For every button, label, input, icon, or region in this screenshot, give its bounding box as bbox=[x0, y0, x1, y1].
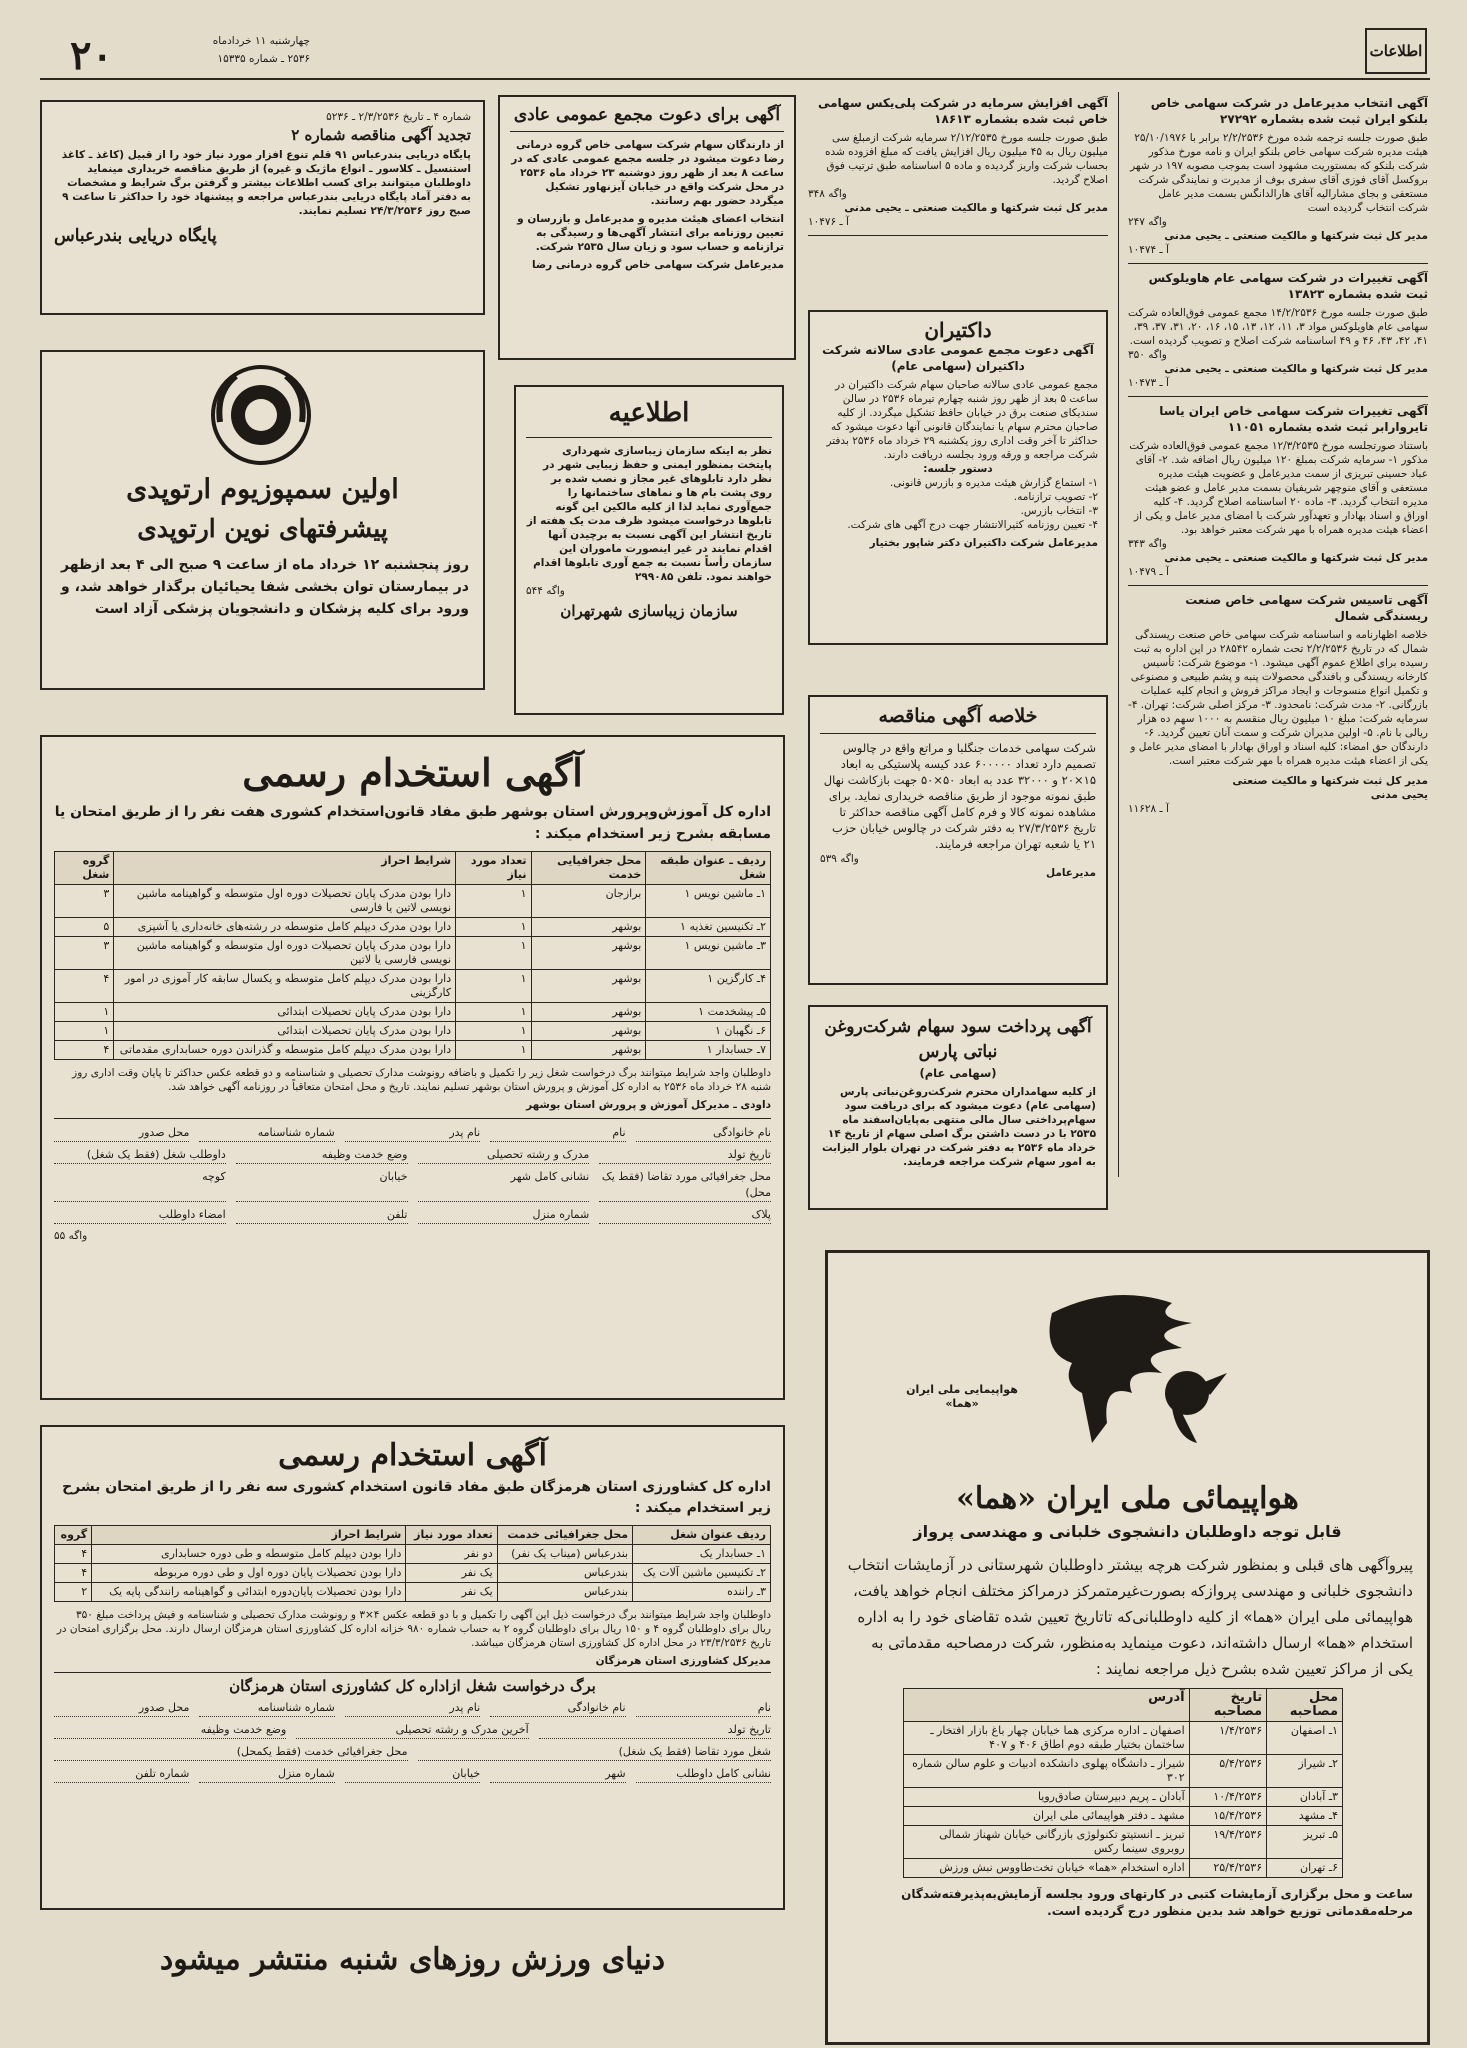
table-cell: ۱ـ حسابدار یک bbox=[633, 1545, 771, 1564]
ad-body: طبق صورت جلسه ترجمه شده مورخ ۲/۲/۲۵۳۶ برابر با ۲۵/۱۰/۱۹۷۶ هیئت مدیره شرکت سهامی خاص بلنکو ایران و نامه مورخ مذکور شرکت بلنکو که بمستوریت مشهود است بموجب مصوبه ۱۹۷ در شهر بروکسل آقای فوزی آقای سفری بوف از مدیرت و نمایندگی شرکت مستعفی و بجای مشارالیه آقای هارالدانگس بسمت مدیر عامل شرکت انتخاب گردیده است bbox=[1130, 132, 1428, 214]
table-cell: ۱/۴/۲۵۳۶ bbox=[1189, 1722, 1266, 1755]
table-cell: ۵ـ پیشخدمت ۱ bbox=[646, 1003, 771, 1022]
ad-signer: یحیی مدنی bbox=[1370, 789, 1428, 801]
homa-logo-area bbox=[842, 1263, 1413, 1478]
table-cell: یک نفر bbox=[406, 1583, 497, 1602]
ad-yasa bbox=[1128, 397, 1428, 586]
form-field-label: آخرین مدرک و رشته تحصیلی bbox=[395, 1723, 529, 1736]
ad-code: واگه ۳۵۰ bbox=[1128, 349, 1167, 361]
form-field-label: نام bbox=[757, 1701, 771, 1714]
ad-code: واگه ۳۴۳ bbox=[1128, 538, 1167, 550]
ad-blanco bbox=[1128, 95, 1428, 264]
table-cell: ۱ـ ماشین نویس ۱ bbox=[646, 885, 771, 918]
ad-title: آگهی پرداخت سود سهام شرکت‌روغن نباتی پارس bbox=[824, 1017, 1092, 1062]
form-field-label: تلفن bbox=[386, 1208, 408, 1221]
table-cell: ۲ bbox=[55, 1583, 92, 1602]
table-row bbox=[55, 937, 771, 970]
table-cell: یک نفر bbox=[406, 1564, 497, 1583]
table-cell: ۱ bbox=[55, 1003, 114, 1022]
form-field[interactable] bbox=[236, 1207, 408, 1224]
form-field[interactable] bbox=[296, 1722, 528, 1739]
form-field-label: نام خانوادگی bbox=[567, 1701, 626, 1714]
ad-body: باستناد صورتجلسه مورخ ۱۲/۳/۲۵۳۵ مجمع عمومی فوق‌العاده شرکت مذکور ۱- سرمایه شرکت بمبلغ ۱۲۰ میلیون ریال اضافه شد. ۲- آقای عباد حسینی تبریزی از سمت مدیرعامل و عضویت هیئت مدیره مستعفی و آقای منوچهر شریفیان بسمت مدیر عامل و عضو هیئت مدیره انتخاب گردید. ۳- ماده ۲۰ اساسنامه اصلاح گردید. ۴- کلیه اوراق و اسناد بهادار و تعهدآور شرکت با امضای مدیر عامل و یکی از اعضاء هیئت مدیره همراه با مهر شرکت معتبر خواهد بود. bbox=[1129, 440, 1428, 536]
table-cell: اداره استخدام «هما» خیابان تخت‌طاووس نبش ورزش bbox=[904, 1859, 1190, 1878]
ad-footer: سازمان زیباسازی شهرتهران bbox=[560, 602, 738, 620]
form-field-label: خیابان bbox=[379, 1170, 408, 1183]
ad-title: آگهی افزایش سرمایه در شرکت پلی‌یکس سهامی خاص ثبت شده بشماره ۱۸۶۱۳ bbox=[817, 96, 1108, 126]
table-cell: دارا بودن مدرک پایان تحصیلات ابتدائی bbox=[114, 1003, 456, 1022]
ad-code: واگه ۲۴۷ bbox=[1128, 216, 1167, 228]
table-row bbox=[904, 1722, 1343, 1755]
newspaper-logo bbox=[1365, 28, 1427, 74]
ad-title: آگهی استخدام رسمی bbox=[278, 1438, 547, 1473]
ad-title: اطلاعیه bbox=[608, 398, 690, 428]
table-row bbox=[55, 1583, 771, 1602]
column-header: گروه شغل bbox=[55, 852, 114, 885]
form-title: برگ درخواست شغل ازاداره کل کشاورزی استان هرمزگان bbox=[54, 1672, 771, 1695]
form-field-label: نام پدر bbox=[449, 1126, 481, 1139]
form-field-label: محل جغرافیائی مورد تقاضا (فقط یک محل) bbox=[601, 1170, 771, 1199]
page-header bbox=[40, 28, 1430, 80]
ad-brand: داکتیران bbox=[924, 318, 992, 342]
column-header: تعداد مورد نیاز bbox=[456, 852, 531, 885]
ad-body: شرکت سهامی خدمات جنگلبا و مراتع واقع در چالوس تصمیم دارد تعداد ۶۰۰۰۰۰ عدد کیسه پلاستیکی به ابعاد ۱۵×۲۰ و ۳۲۰۰۰ عدد به ابعاد ۵۰×۵۰ جهت بازکاشت نهال طبق نمونه موجود از طریق مناقصه خریداری نماید. برای مشاهده نمونه کالا و فرم کامل آگهی مناقصه حداکثر تا تاریخ ۲۷/۳/۲۵۳۶ به دفتر شرکت در چالوس خیابان حزب ۲۱ یا شعبه تهران مراجعه فرمایند. bbox=[823, 741, 1096, 851]
ad-ref: آ ـ ۱۰۴۷۹ bbox=[1128, 566, 1169, 578]
application-form bbox=[54, 1125, 771, 1224]
table-cell: ۱ـ اصفهان bbox=[1267, 1722, 1343, 1755]
ad-body: طبق صورت جلسه مورخ ۲/۱۲/۲۵۳۵ سرمایه شرکت ازمبلغ سی میلیون ریال به ۴۵ میلیون ریال افزایش یافت که مبلغ افزوده شده بحساب شرکت واریز گردیده و ماده ۵ اساسنامه طبق ترتیب فوق اصلاح گردید. bbox=[824, 132, 1108, 186]
form-field[interactable] bbox=[199, 1700, 334, 1717]
table-cell: ۴ bbox=[55, 970, 114, 1003]
form-field[interactable] bbox=[199, 1766, 334, 1783]
column-header: شرایط احراز bbox=[114, 852, 456, 885]
homa-title: هواپیمائی ملی ایران «هما» bbox=[956, 1481, 1299, 1516]
form-field[interactable] bbox=[490, 1766, 625, 1783]
ad-ref: آ ـ ۱۱۶۲۸ bbox=[1128, 803, 1169, 815]
table-cell: ۱ bbox=[456, 1003, 531, 1022]
medical-emblem-icon bbox=[206, 362, 316, 468]
table-row bbox=[904, 1788, 1343, 1807]
table-cell: بندرعباس bbox=[497, 1583, 632, 1602]
table-cell: تبریز ـ انستیتو تکنولوژی بازرگانی خیابان شهناز شمالی روبروی سینما رکس bbox=[904, 1826, 1190, 1859]
table-cell: ۱ bbox=[456, 1022, 531, 1041]
ad-signer: داودی ـ مدیرکل آموزش و پرورش استان بوشهر bbox=[526, 1099, 771, 1111]
table-cell: بوشهر bbox=[531, 937, 646, 970]
table-row bbox=[55, 1022, 771, 1041]
form-field-label: نشانی کامل شهر bbox=[510, 1170, 590, 1183]
ad-subtitle: (سهامی عام) bbox=[919, 1066, 997, 1080]
ad-title: آگهی تاسیس شرکت سهامی خاص صنعت ریسندگی شمال bbox=[1185, 593, 1428, 623]
form-field[interactable] bbox=[418, 1207, 590, 1224]
table-cell: ۷ـ حسابدار ۱ bbox=[646, 1041, 771, 1060]
table-header-row bbox=[904, 1689, 1343, 1722]
ad-ref: آ ـ ۱۰۴۷۴ bbox=[1128, 244, 1169, 256]
ad-signer: مدیرکل کشاورزی استان هرمزگان bbox=[595, 1655, 771, 1667]
ad-body: طبق صورت جلسه مورخ ۱۴/۲/۲۵۳۶ مجمع عمومی فوق‌العاده شرکت سهامی عام هاویلوکس مواد ۳، ۱۱، ۱۲، ۱۳، ۱۵، ۱۶، ۲۰، ۳۱، ۳۷، ۳۹، ۴۱، ۴۲، ۴۳، ۴۶ و ۴۹ اساسنامه شرکت اصلاح و تصویب گردیده است. bbox=[1128, 307, 1428, 347]
form-field-label: شماره منزل bbox=[532, 1208, 590, 1221]
form-field[interactable] bbox=[599, 1207, 771, 1224]
table-cell: ۳ـ راننده bbox=[633, 1583, 771, 1602]
column-header: گروه bbox=[55, 1526, 92, 1545]
form-field-label: شغل مورد تقاضا (فقط یک شغل) bbox=[618, 1745, 771, 1758]
form-field[interactable] bbox=[199, 1125, 334, 1142]
form-field[interactable] bbox=[54, 1744, 408, 1761]
table-cell: ۱ bbox=[456, 970, 531, 1003]
table-cell: آبادان ـ پریم دبیرستان صادق‌رویا bbox=[904, 1788, 1190, 1807]
ad-beautification bbox=[514, 385, 784, 715]
table-cell: ۴ـ کارگزین ۱ bbox=[646, 970, 771, 1003]
column-header: ردیف عنوان شغل bbox=[633, 1526, 771, 1545]
ad-notes: داوطلبان واجد شرایط میتوانند برگ درخواست شغل زیر را تکمیل و باضافه رونوشت مدارک تحصیلی و شناسنامه و دو قطعه عکس حداکثر تا پایان وقت اداری روز شنبه ۲۸ خرداد ماه ۲۵۳۶ به اداره کل آموزش و پرورش استان بوشهر تسلیم نمایند. تاریخ و محل امتحان متعاقباً در روزنامه آگهی خواهد شد. bbox=[72, 1067, 771, 1093]
agenda-item: ۳- انتخاب بازرس. bbox=[1020, 505, 1098, 517]
ad-intro: اداره کل آموزش‌وپرورش استان بوشهر طبق مفاد قانون‌استخدام کشوری هفت نفر را از طریق امتحان یا مسابقه بشرح زیر استخدام میکند : bbox=[54, 804, 771, 842]
table-cell: ۴ bbox=[55, 1545, 92, 1564]
table-cell: دارا بودن مدرک پایان تحصیلات دوره اول متوسطه و گواهینامه ماشین نویسی لاتین یا فارسی bbox=[114, 885, 456, 918]
ad-homa bbox=[825, 1250, 1430, 2045]
issue-line: ۲۵۳۶ ـ شماره ۱۵۳۳۵ bbox=[217, 53, 310, 65]
symposium-logo bbox=[56, 360, 469, 470]
page-number: ۲۰ bbox=[70, 32, 113, 79]
form-field-label: محل جغرافیائی خدمت (فقط یکمحل) bbox=[236, 1745, 408, 1758]
form-field[interactable] bbox=[490, 1700, 625, 1717]
table-header-row bbox=[55, 1526, 771, 1545]
form-line bbox=[54, 1700, 771, 1717]
form-field[interactable] bbox=[418, 1169, 590, 1202]
ad-title: خلاصه آگهی مناقصه bbox=[878, 705, 1038, 727]
table-cell: ۵/۴/۲۵۳۶ bbox=[1189, 1755, 1266, 1788]
ad-code: واگه ۵۵ bbox=[54, 1230, 88, 1242]
form-field-label: پلاک bbox=[751, 1208, 771, 1221]
table-cell: ۶ـ تهران bbox=[1267, 1859, 1343, 1878]
ad-polyex bbox=[808, 95, 1108, 236]
form-field-label: شماره تلفن bbox=[135, 1767, 190, 1780]
form-field[interactable] bbox=[54, 1766, 189, 1783]
agenda-item: ۴- تعیین روزنامه کثیرالانتشار جهت درج آگهی های شرکت. bbox=[847, 519, 1098, 531]
form-field[interactable] bbox=[54, 1700, 189, 1717]
form-field[interactable] bbox=[490, 1125, 625, 1142]
symposium-title: اولین سمپوزیوم ارتوپدی bbox=[126, 474, 399, 505]
positions-table bbox=[54, 851, 771, 1060]
ad-code: واگه ۵۴۴ bbox=[526, 585, 565, 597]
table-cell: ۱۰/۴/۲۵۳۶ bbox=[1189, 1788, 1266, 1807]
table-cell: بندرعباس (میناب یک نفر) bbox=[497, 1545, 632, 1564]
homa-logo-text: هواپیمایی ملی ایران «هما» bbox=[906, 1383, 1018, 1410]
table-cell: دارا بودن مدرک دیپلم کامل متوسطه و یکسال سابقه کار آموزی در امور کارگزینی bbox=[114, 970, 456, 1003]
table-cell: بوشهر bbox=[531, 970, 646, 1003]
ad-ref: آ ـ ۱۰۴۷۳ bbox=[1128, 377, 1169, 389]
ad-agenda: انتخاب اعضای هیئت مدیره و مدیرعامل و بازرسان و تعیین روزنامه برای انتشار آگهی‌ها و رسیدگی به ترازنامه و حساب سود و زیان سال ۲۵۳۵ شرکت. bbox=[517, 213, 784, 253]
tender-number: شماره ۴ ـ تاریخ ۲/۳/۲۵۳۶ ـ ۵۲۳۶ bbox=[326, 111, 471, 123]
ad-footer: مدیر کل ثبت شرکتها و مالکیت صنعتی bbox=[1232, 775, 1428, 787]
form-field[interactable] bbox=[418, 1744, 772, 1761]
form-field-label: نام bbox=[612, 1126, 626, 1139]
ad-title: آگهی تغییرات در شرکت سهامی عام هاویلوکس ثبت شده بشماره ۱۳۸۲۳ bbox=[1148, 271, 1428, 301]
column-header: آدرس bbox=[904, 1689, 1190, 1722]
ad-havilux bbox=[1128, 264, 1428, 397]
column-header: شرایط احراز bbox=[92, 1526, 406, 1545]
symposium-body: روز پنجشنبه ۱۲ خرداد ماه از ساعت ۹ صبح الی ۴ بعد ازظهر در بیمارستان توان بخشی شفا یحیائیان برگذار خواهد شد، و ورود برای کلیه پزشکان و دانشجویان پزشکی آزاد است bbox=[61, 557, 469, 617]
form-line bbox=[54, 1147, 771, 1164]
ad-pars-oil bbox=[808, 1005, 1108, 1210]
table-row bbox=[55, 1564, 771, 1583]
right-column bbox=[1128, 95, 1428, 1170]
ad-body: نظر به اینکه سازمان زیباسازی شهرداری پایتخت بمنظور ایمنی و حفظ زیبایی شهر در نظر دارد تابلوهای غیر مجاز و نصب شده بر روی پشت بام ها و نماهای ساختمانها را جمع‌آوری نماید لذا از کلیه مالکین این گونه تابلوها درخواست میشود ظرف مدت یک هفته از تاریخ انتشار این آگهی نسبت به برچیدن آنها اقدام نمایند در غیر اینصورت ماموران این سازمان رأساً نسبت به جمع آوری تابلوها اقدام خواهند نمود. تلفن ۲۹۹۰۸۵ bbox=[526, 445, 772, 583]
table-cell: برازجان bbox=[531, 885, 646, 918]
ad-footer: مدیرعامل شرکت داکتیران دکتر شاپور بختیار bbox=[869, 537, 1098, 549]
form-field[interactable] bbox=[236, 1169, 408, 1202]
agenda-title: دستور جلسه: bbox=[923, 463, 993, 475]
table-cell: ۲ـ شیراز bbox=[1267, 1755, 1343, 1788]
table-cell: ۵ bbox=[55, 918, 114, 937]
ad-footer: مدیر کل ثبت شرکتها و مالکیت صنعتی ـ یحیی مدنی bbox=[1164, 363, 1428, 375]
ad-tender-summary bbox=[808, 695, 1108, 985]
table-cell: بندرعباس bbox=[497, 1564, 632, 1583]
ad-title: آگهی انتخاب مدیرعامل در شرکت سهامی خاص بلنکو ایران ثبت شده بشماره ۲۷۲۹۲ bbox=[1150, 96, 1428, 126]
table-row bbox=[55, 970, 771, 1003]
newspaper-logo-text: اطلاعات bbox=[1369, 42, 1423, 60]
form-field[interactable] bbox=[236, 1147, 408, 1164]
form-field-label: وضع خدمت وظیفه bbox=[200, 1723, 287, 1736]
form-field-label: نشانی کامل داوطلب bbox=[676, 1767, 771, 1780]
ad-body: مجمع عمومی عادی سالانه صاحبان سهام شرکت داکتیران در ساعت ۵ بعد از ظهر روز شنبه چهارم تیرماه ۲۵۳۶ در سالن سندیکای صنعت برق در خیابان حافظ تشکیل میگردد. از کلیه صاحبان محترم سهام یا نمایندگان قانونی آنها دعوت میشود که حداکثر تا آخر وقت اداری روز یکشنبه ۲۹ خرداد ماه ۲۵۳۶ بدفتر شرکت مراجعه و ورقه ورود بجلسه دریافت دارند. bbox=[826, 379, 1098, 461]
table-cell: دارا بودن مدرک دیپلم کامل متوسطه در رشته‌های خانه‌داری یا آشپزی bbox=[114, 918, 456, 937]
table-cell: ۱ bbox=[456, 937, 531, 970]
form-line bbox=[54, 1207, 771, 1224]
symposium-subtitle: پیشرفتهای نوین ارتوپدی bbox=[137, 514, 388, 543]
table-cell: بوشهر bbox=[531, 918, 646, 937]
ad-employment-bushehr bbox=[40, 735, 785, 1400]
form-field[interactable] bbox=[54, 1147, 226, 1164]
form-field-label: محل صدور bbox=[138, 1701, 190, 1714]
form-field[interactable] bbox=[54, 1207, 226, 1224]
agenda-item: ۲- تصویب ترازنامه. bbox=[1013, 491, 1098, 503]
table-cell: ۲ـ تکنیسین تغذیه ۱ bbox=[646, 918, 771, 937]
table-cell: مشهد ـ دفتر هواپیمائی ملی ایران bbox=[904, 1807, 1190, 1826]
table-row bbox=[55, 1041, 771, 1060]
table-row bbox=[904, 1859, 1343, 1878]
bottom-banner: دنیای ورزش روزهای شنبه منتشر میشود bbox=[159, 1942, 666, 1977]
form-field-label: نام پدر bbox=[449, 1701, 481, 1714]
ad-footer: مدیر کل ثبت شرکتها و مالکیت صنعتی ـ یحیی مدنی bbox=[1164, 552, 1428, 564]
ad-footer: مدیرعامل bbox=[1045, 867, 1096, 879]
table-cell: دارا بودن مدرک پایان تحصیلات دوره اول متوسطه و گواهینامه ماشین نویسی فارسی یا لاتین bbox=[114, 937, 456, 970]
table-cell: ۲۵/۴/۲۵۳۶ bbox=[1189, 1859, 1266, 1878]
ad-notes: داوطلبان واجد شرایط میتوانند برگ درخواست ذیل این آگهی را تکمیل و با دو قطعه عکس ۴×۳ و رونوشت مدارک تحصیلی و شناسنامه و فیش پرداخت مبلغ ۳۵۰ ریال برای داوطلبان گروه ۴ و ۱۵۰ ریال برای داوطلبان گروه ۲ به حساب شماره ۹۸۰ خزانه اداره کل کشاورزی استان هرمزگان ارسال دارند. محل برگزاری امتحان در تاریخ ۲۳/۳/۲۵۳۶ در محل اداره کل کشاورزی استان هرمزگان میباشد. bbox=[56, 1609, 771, 1649]
form-field[interactable] bbox=[54, 1125, 189, 1142]
table-cell: ۶ـ نگهبان ۱ bbox=[646, 1022, 771, 1041]
form-field-label: شماره شناسنامه bbox=[257, 1126, 335, 1139]
ad-body: از دارندگان سهام شرکت سهامی خاص گروه درمانی رضا دعوت میشود در جلسه مجمع عمومی عادی که در ساعت ۸ بعد از ظهر روز دوشنبه ۲۳ خرداد ماه ۲۵۳۶ در محل شرکت واقع در خیابان آیزنهاور تشکیل میگردد حضور بهم رسانند. bbox=[511, 139, 784, 207]
date-line: چهارشنبه ۱۱ خردادماه bbox=[212, 35, 310, 47]
table-cell: اصفهان ـ اداره مرکزی هما خیابان چهار باغ بازار افتخار ـ ساختمان بختیار طبقه دوم اطاق ۴۰۶ و ۴۰۷ bbox=[904, 1722, 1190, 1755]
form-line bbox=[54, 1766, 771, 1783]
form-line bbox=[54, 1744, 771, 1761]
table-cell: دارا بودن دیپلم کامل متوسطه و طی دوره حسابداری bbox=[92, 1545, 406, 1564]
table-cell: دارا بودن مدرک دیپلم کامل متوسطه و گذراندن دوره حسابداری مقدماتی bbox=[114, 1041, 456, 1060]
table-cell: ۲ـ تکنیسین ماشین آلات یک bbox=[633, 1564, 771, 1583]
form-field[interactable] bbox=[599, 1147, 771, 1164]
form-field[interactable] bbox=[636, 1766, 771, 1783]
table-cell: ۴ bbox=[55, 1041, 114, 1060]
form-field[interactable] bbox=[345, 1125, 480, 1142]
form-field-label: تاریخ تولد bbox=[727, 1723, 771, 1736]
application-form bbox=[54, 1700, 771, 1783]
interview-table bbox=[903, 1688, 1343, 1878]
ad-title: آگهی برای دعوت مجمع عمومی عادی bbox=[513, 105, 781, 125]
table-cell: ۵ـ تبریز bbox=[1267, 1826, 1343, 1859]
table-cell: دارا بودن تحصیلات پایان‌دوره ابتدائی و گواهینامه رانندگی پایه یک bbox=[92, 1583, 406, 1602]
table-cell: ۳ـ آبادان bbox=[1267, 1788, 1343, 1807]
ad-spinning bbox=[1128, 586, 1428, 822]
table-cell: ۱ bbox=[55, 1022, 114, 1041]
table-row bbox=[55, 918, 771, 937]
form-field[interactable] bbox=[636, 1125, 771, 1142]
table-row bbox=[55, 1545, 771, 1564]
table-cell: ۴ bbox=[55, 1564, 92, 1583]
table-row bbox=[904, 1826, 1343, 1859]
form-field-label: شماره شناسنامه bbox=[257, 1701, 335, 1714]
table-cell: ۴ـ مشهد bbox=[1267, 1807, 1343, 1826]
form-field-label: امضاء داوطلب bbox=[158, 1208, 226, 1221]
ad-symposium bbox=[40, 350, 485, 690]
homa-bird-icon bbox=[1022, 1273, 1242, 1453]
table-cell: بوشهر bbox=[531, 1041, 646, 1060]
table-row bbox=[55, 885, 771, 918]
ad-body: خلاصه اظهارنامه و اساسنامه شرکت سهامی خاص صنعت ریسندگی شمال که در تاریخ ۲/۲/۲۵۳۶ تحت شماره ۲۸۵۴۲ در این اداره به ثبت رسیده برای اطلاع عموم آگهی میشود. ۱- موضوع شرکت: تأسیس کارخانه ریسندگی و بافندگی محصولات پنبه و پشم طبیعی و مصنوعی و تکمیل انواع منسوجات و ایجاد مراکز فروش و انجام کلیه عملیات بازرگانی. ۲- مدت شرکت: نامحدود. ۳- مرکز اصلی شرکت: تهران. ۴- سرمایه شرکت: مبلغ ۱۰ میلیون ریال منقسم به ۱۰۰۰ سهم ده هزار ریالی با نام. ۵- اولین مدیران شرکت و سمت آنان تعیین گردید. ۶- دارندگان حق امضاء: کلیه اسناد و اوراق بهادار با امضای مدیر عامل و یکی از اعضاء هیئت مدیره همراه با مهر شرکت معتبر است. bbox=[1128, 629, 1428, 767]
agenda-item: ۱- استماع گزارش هیئت مدیره و بازرس قانونی. bbox=[889, 477, 1098, 489]
ad-code: واگه ۵۳۹ bbox=[820, 853, 859, 865]
ad-footer: مدیر کل ثبت شرکتها و مالکیت صنعتی ـ یحیی مدنی bbox=[1164, 230, 1428, 242]
form-field[interactable] bbox=[345, 1766, 480, 1783]
homa-body: پیروآگهی های قبلی و بمنظور شرکت هرچه بیشتر داوطلبان شهرستانی در آزمایشات انتخاب دانشجوی خلبانی و مهندسی پروازکه بصورت‌غیرمتمرکز درمراکز مختلف انجام خواهد یافت، هواپیمائی ملی ایران «هما» از کلیه داوطلبانی‌که تاتاریخ تعیین شده تقاضای خود را به اداره استخدام «هما» ارسال داشته‌اند، دعوت مینماید به‌منظور، شرکت درمصاحبه مقدماتی به یکی از مراکز تعیین شده بشرح ذیل مراجعه نمایند : bbox=[847, 1556, 1413, 1678]
table-cell: شیراز ـ دانشگاه پهلوی دانشکده ادبیات و علوم سالن شماره ۳۰۲ bbox=[904, 1755, 1190, 1788]
ad-footer: مدیرعامل شرکت سهامی خاص گروه درمانی رضا bbox=[532, 259, 784, 271]
table-row bbox=[55, 1003, 771, 1022]
ad-intro: اداره کل کشاورزی استان هرمزگان طبق مفاد قانون استخدام کشوری سه نفر را از طریق امتحان بشرح زیر استخدام میکند : bbox=[62, 1479, 771, 1516]
ad-body: از کلیه سهامداران محترم شرکت‌روغن‌نباتی پارس (سهامی عام) دعوت میشود که برای دریافت سود سهام‌پرداختی سال مالی منتهی به‌پایان‌اسفند ماه ۲۵۳۵ با در دست داشتن برگ اصلی سهام از تاریخ ۱۴ خرداد ماه ۲۵۳۶ به دفتر شرکت در تهران بلوار الیزابت به امور سهام شرکت مراجعه فرمایند. bbox=[821, 1086, 1096, 1168]
table-cell: ۳ bbox=[55, 937, 114, 970]
table-cell: بوشهر bbox=[531, 1022, 646, 1041]
form-line bbox=[54, 1722, 771, 1739]
column-header: محل جغرافیایی خدمت bbox=[531, 852, 646, 885]
form-field-label: شهر bbox=[605, 1767, 626, 1780]
table-cell: ۱ bbox=[456, 885, 531, 918]
table-cell: ۱۵/۴/۲۵۳۶ bbox=[1189, 1807, 1266, 1826]
column-header: تاریخ مصاحبه bbox=[1189, 1689, 1266, 1722]
column-header: تعداد مورد نیاز bbox=[406, 1526, 497, 1545]
form-field-label: شماره منزل bbox=[278, 1767, 335, 1780]
table-cell: ۱۹/۴/۲۵۳۶ bbox=[1189, 1826, 1266, 1859]
form-field[interactable] bbox=[54, 1169, 226, 1202]
form-field[interactable] bbox=[54, 1722, 286, 1739]
form-field-label: خیابان bbox=[452, 1767, 481, 1780]
table-row bbox=[904, 1755, 1343, 1788]
positions-table bbox=[54, 1525, 771, 1602]
column-header: ردیف ـ عنوان طبقه شغل bbox=[646, 852, 771, 885]
ad-footer: مدیر کل ثبت شرکتها و مالکیت صنعتی ـ یحیی مدنی bbox=[844, 202, 1108, 214]
ad-title: تجدید آگهی مناقصه شماره ۲ bbox=[291, 126, 471, 144]
ad-footer: پایگاه دریایی بندرعباس bbox=[54, 226, 217, 246]
table-cell: دارا بودن تحصیلات پایان دوره اول و طی دوره مربوطه bbox=[92, 1564, 406, 1583]
form-line bbox=[54, 1125, 771, 1142]
form-line bbox=[54, 1169, 771, 1202]
ad-code: واگه ۳۴۸ bbox=[808, 188, 847, 200]
table-cell: دارا بودن مدرک پایان تحصیلات ابتدائی bbox=[114, 1022, 456, 1041]
ad-ref: آ ـ ۱۰۴۷۶ bbox=[808, 216, 849, 228]
ad-title: آگهی تغییرات شرکت سهامی خاص ایران یاسا تایروارابر ثبت شده بشماره ۱۱۰۵۱ bbox=[1159, 404, 1428, 434]
homa-subtitle: قابل توجه داوطلبان دانشجوی خلبانی و مهندسی پرواز bbox=[913, 1522, 1342, 1541]
form-field-label: تاریخ تولد bbox=[727, 1148, 771, 1161]
form-field[interactable] bbox=[599, 1169, 771, 1202]
table-cell: ۳ـ ماشین نویس ۱ bbox=[646, 937, 771, 970]
ad-title: آگهی دعوت مجمع عمومی عادی سالانه شرکت داکتیران (سهامی عام) bbox=[822, 343, 1094, 373]
form-field[interactable] bbox=[636, 1700, 771, 1717]
table-row bbox=[904, 1807, 1343, 1826]
form-field[interactable] bbox=[418, 1147, 590, 1164]
form-field-label: کوچه bbox=[202, 1170, 226, 1183]
table-cell: ۱ bbox=[456, 1041, 531, 1060]
ad-naval-tender bbox=[40, 100, 485, 315]
form-field-label: داوطلب شغل (فقط یک شغل) bbox=[86, 1148, 226, 1161]
form-field[interactable] bbox=[345, 1700, 480, 1717]
table-cell: بوشهر bbox=[531, 1003, 646, 1022]
table-cell: ۳ bbox=[55, 885, 114, 918]
table-header-row bbox=[55, 852, 771, 885]
ad-employment-hormozgan bbox=[40, 1425, 785, 1910]
form-field-label: محل صدور bbox=[138, 1126, 190, 1139]
form-field-label: مدرک و رشته تحصیلی bbox=[487, 1148, 590, 1161]
ad-general-assembly bbox=[498, 95, 796, 360]
table-cell: دو نفر bbox=[406, 1545, 497, 1564]
ad-daktiran bbox=[808, 310, 1108, 645]
form-field-label: نام خانوادگی bbox=[713, 1126, 771, 1139]
column-header: محل جغرافیائی خدمت bbox=[497, 1526, 632, 1545]
table-cell: ۱ bbox=[456, 918, 531, 937]
ad-title: آگهی استخدام رسمی bbox=[242, 750, 583, 795]
column-header: محل مصاحبه bbox=[1267, 1689, 1343, 1722]
form-field[interactable] bbox=[539, 1722, 771, 1739]
form-field-label: وضع خدمت وظیفه bbox=[321, 1148, 408, 1161]
ad-body: پایگاه دریایی بندرعباس ۹۱ قلم تنوع افزار مورد نیاز خود را از قبیل (کاغذ ـ کاغذ استنسیل ـ کلاسور ـ انواع ماژیک و غیره) از طریق مناقصه خریداری مینماید داوطلبان میتوانند برای کسب اطلاعات بیشتر و گرفتن برگ شرایط و مشخصات به دفتر آماد پایگاه دریایی بندرعباس مراجعه و پیشنهاد خود را حداکثر تا ساعت ۹ صبح روز ۲۴/۳/۲۵۳۶ تسلیم نمایند. bbox=[61, 149, 471, 217]
homa-footer: ساعت و محل برگزاری آزمایشات کتبی در کارتهای ورود بجلسه آزمایش‌به‌پذیرفته‌شدگان مرحله‌مقدماتی توزیع خواهد شد بدین منظور درج گردیده است. bbox=[901, 1887, 1413, 1918]
